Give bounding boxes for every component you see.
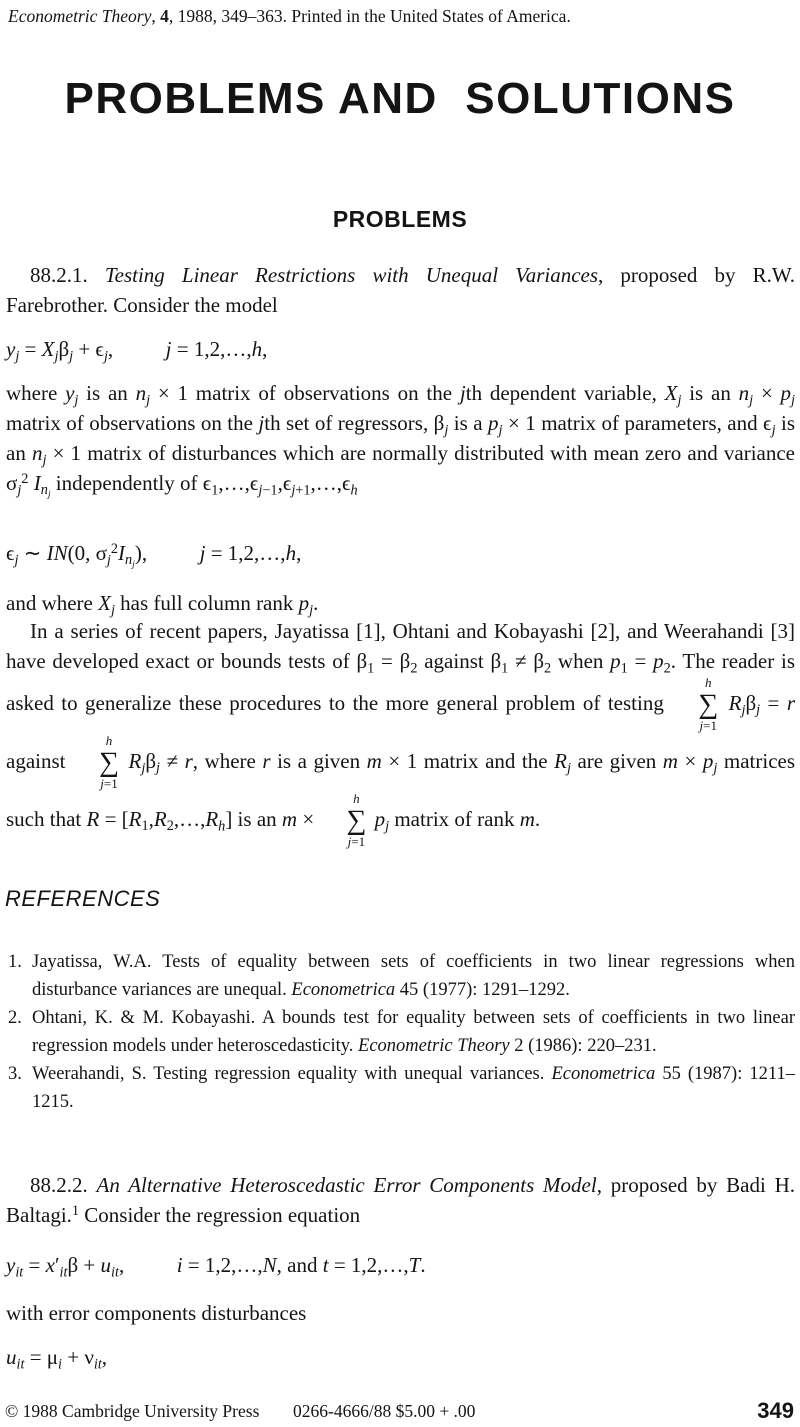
problem-8822-intro: 88.2.2. An Alternative Heteroscedastic Error Components Model, proposed by Badi H. Baltagi.$^1$ Consider the regression equation bbox=[6, 1173, 795, 1227]
problems-section-heading: PROBLEMS bbox=[332, 206, 468, 232]
journal-header-line: Econometric Theory, 4, 1988, 349–363. Printed in the United States of America. bbox=[8, 6, 571, 26]
equation-distribution: $\epsilon_j$ ∼ IN(0, $\sigma_j^2I_{n_j}$), j = 1,2,…,h, bbox=[6, 540, 302, 571]
issn-price-code: 0266-4666/88 $5.00 + .00 bbox=[293, 1401, 476, 1421]
reference-number: 2. bbox=[8, 1008, 22, 1028]
problem-8821-intro: 88.2.1. Testing Linear Restrictions with Unequal Variances, proposed by R.W. Farebrother. Consider the model bbox=[6, 263, 796, 317]
copyright-line: © 1988 Cambridge University Press bbox=[5, 1401, 260, 1421]
reference-number: 3. bbox=[8, 1064, 22, 1084]
reference-number: 1. bbox=[8, 952, 22, 972]
problem-8821-discussion: In a series of recent papers, Jayatissa [1], Ohtani and Kobayashi [2], and Weerahandi [3] have developed exact or bounds tests of $\beta_1 = \beta_2$ against $\beta_1 \ne \beta_2$ when $p_1 = p_2$. The reader is asked to generalize these procedures to the more general problem of testing h ∑ j=1 $R_j\beta_j = r$ against h ∑ j=1 $R_j\beta_j \ne r$, where r is a given m × 1 matrix and the $R_j$ are given $m \times p_j$ matrices such that $R = [R_1,R_2,\dots,R_h]$ is an m × h ∑ j=1 $p_j$ matrix of rank m. bbox=[6, 619, 796, 849]
page-footer bbox=[0, 1398, 800, 1427]
problem-8822-error-note: with error components disturbances bbox=[6, 1301, 307, 1325]
reference-text: Jayatissa, W.A. Tests of equality between sets of coefficients in two linear regressions when disturbance variances are unequal. Econometrica 45 (1977): 1291–1292. bbox=[32, 952, 795, 1000]
page-number: 349 bbox=[757, 1398, 794, 1423]
reference-item bbox=[8, 948, 795, 1004]
equation-model: $y_j = X_j\beta_j + \epsilon_j$, j = 1,2,…,h, bbox=[6, 337, 268, 365]
reference-item bbox=[8, 1004, 795, 1060]
references-heading: REFERENCES bbox=[5, 886, 161, 911]
reference-text: Ohtani, K. & M. Kobayashi. A bounds test for equality between sets of coefficients in two linear regression models under heteroscedasticity. Econometric Theory 2 (1986): 220–231. bbox=[32, 1008, 795, 1056]
equation-regression: $y_{it} = x'_{it}\beta + u_{it}$, i = 1,2,…,N, and t = 1,2,…,T. bbox=[6, 1253, 426, 1281]
reference-text: Weerahandi, S. Testing regression equality with unequal variances. Econometrica 55 (1987): 1211–1215. bbox=[32, 1064, 795, 1112]
problem-8821-definitions: where $y_j$ is an $n_j \times 1$ matrix of observations on the jth dependent variable, $X_j$ is an $n_j \times p_j$ matrix of observations on the jth set of regressors, $\beta_j$ is a $p_j \times 1$ matrix of parameters, and $\epsilon_j$ is an $n_j \times 1$ matrix of disturbances which are normally distributed with mean zero and variance $\sigma_j^2$ $I_{n_j}$ independently of $\epsilon_1,\dots,\epsilon_{j-1},\epsilon_{j+1},\dots,\epsilon_h$ bbox=[6, 381, 796, 501]
references-list bbox=[8, 948, 795, 1116]
equation-error-components: $u_{it} = \mu_i + \nu_{it}$, bbox=[6, 1345, 108, 1373]
problem-8821-rank-note: and where $X_j$ has full column rank $p_j$. bbox=[6, 591, 319, 619]
page-title: PROBLEMS AND SOLUTIONS bbox=[64, 74, 736, 123]
reference-item bbox=[8, 1060, 795, 1116]
